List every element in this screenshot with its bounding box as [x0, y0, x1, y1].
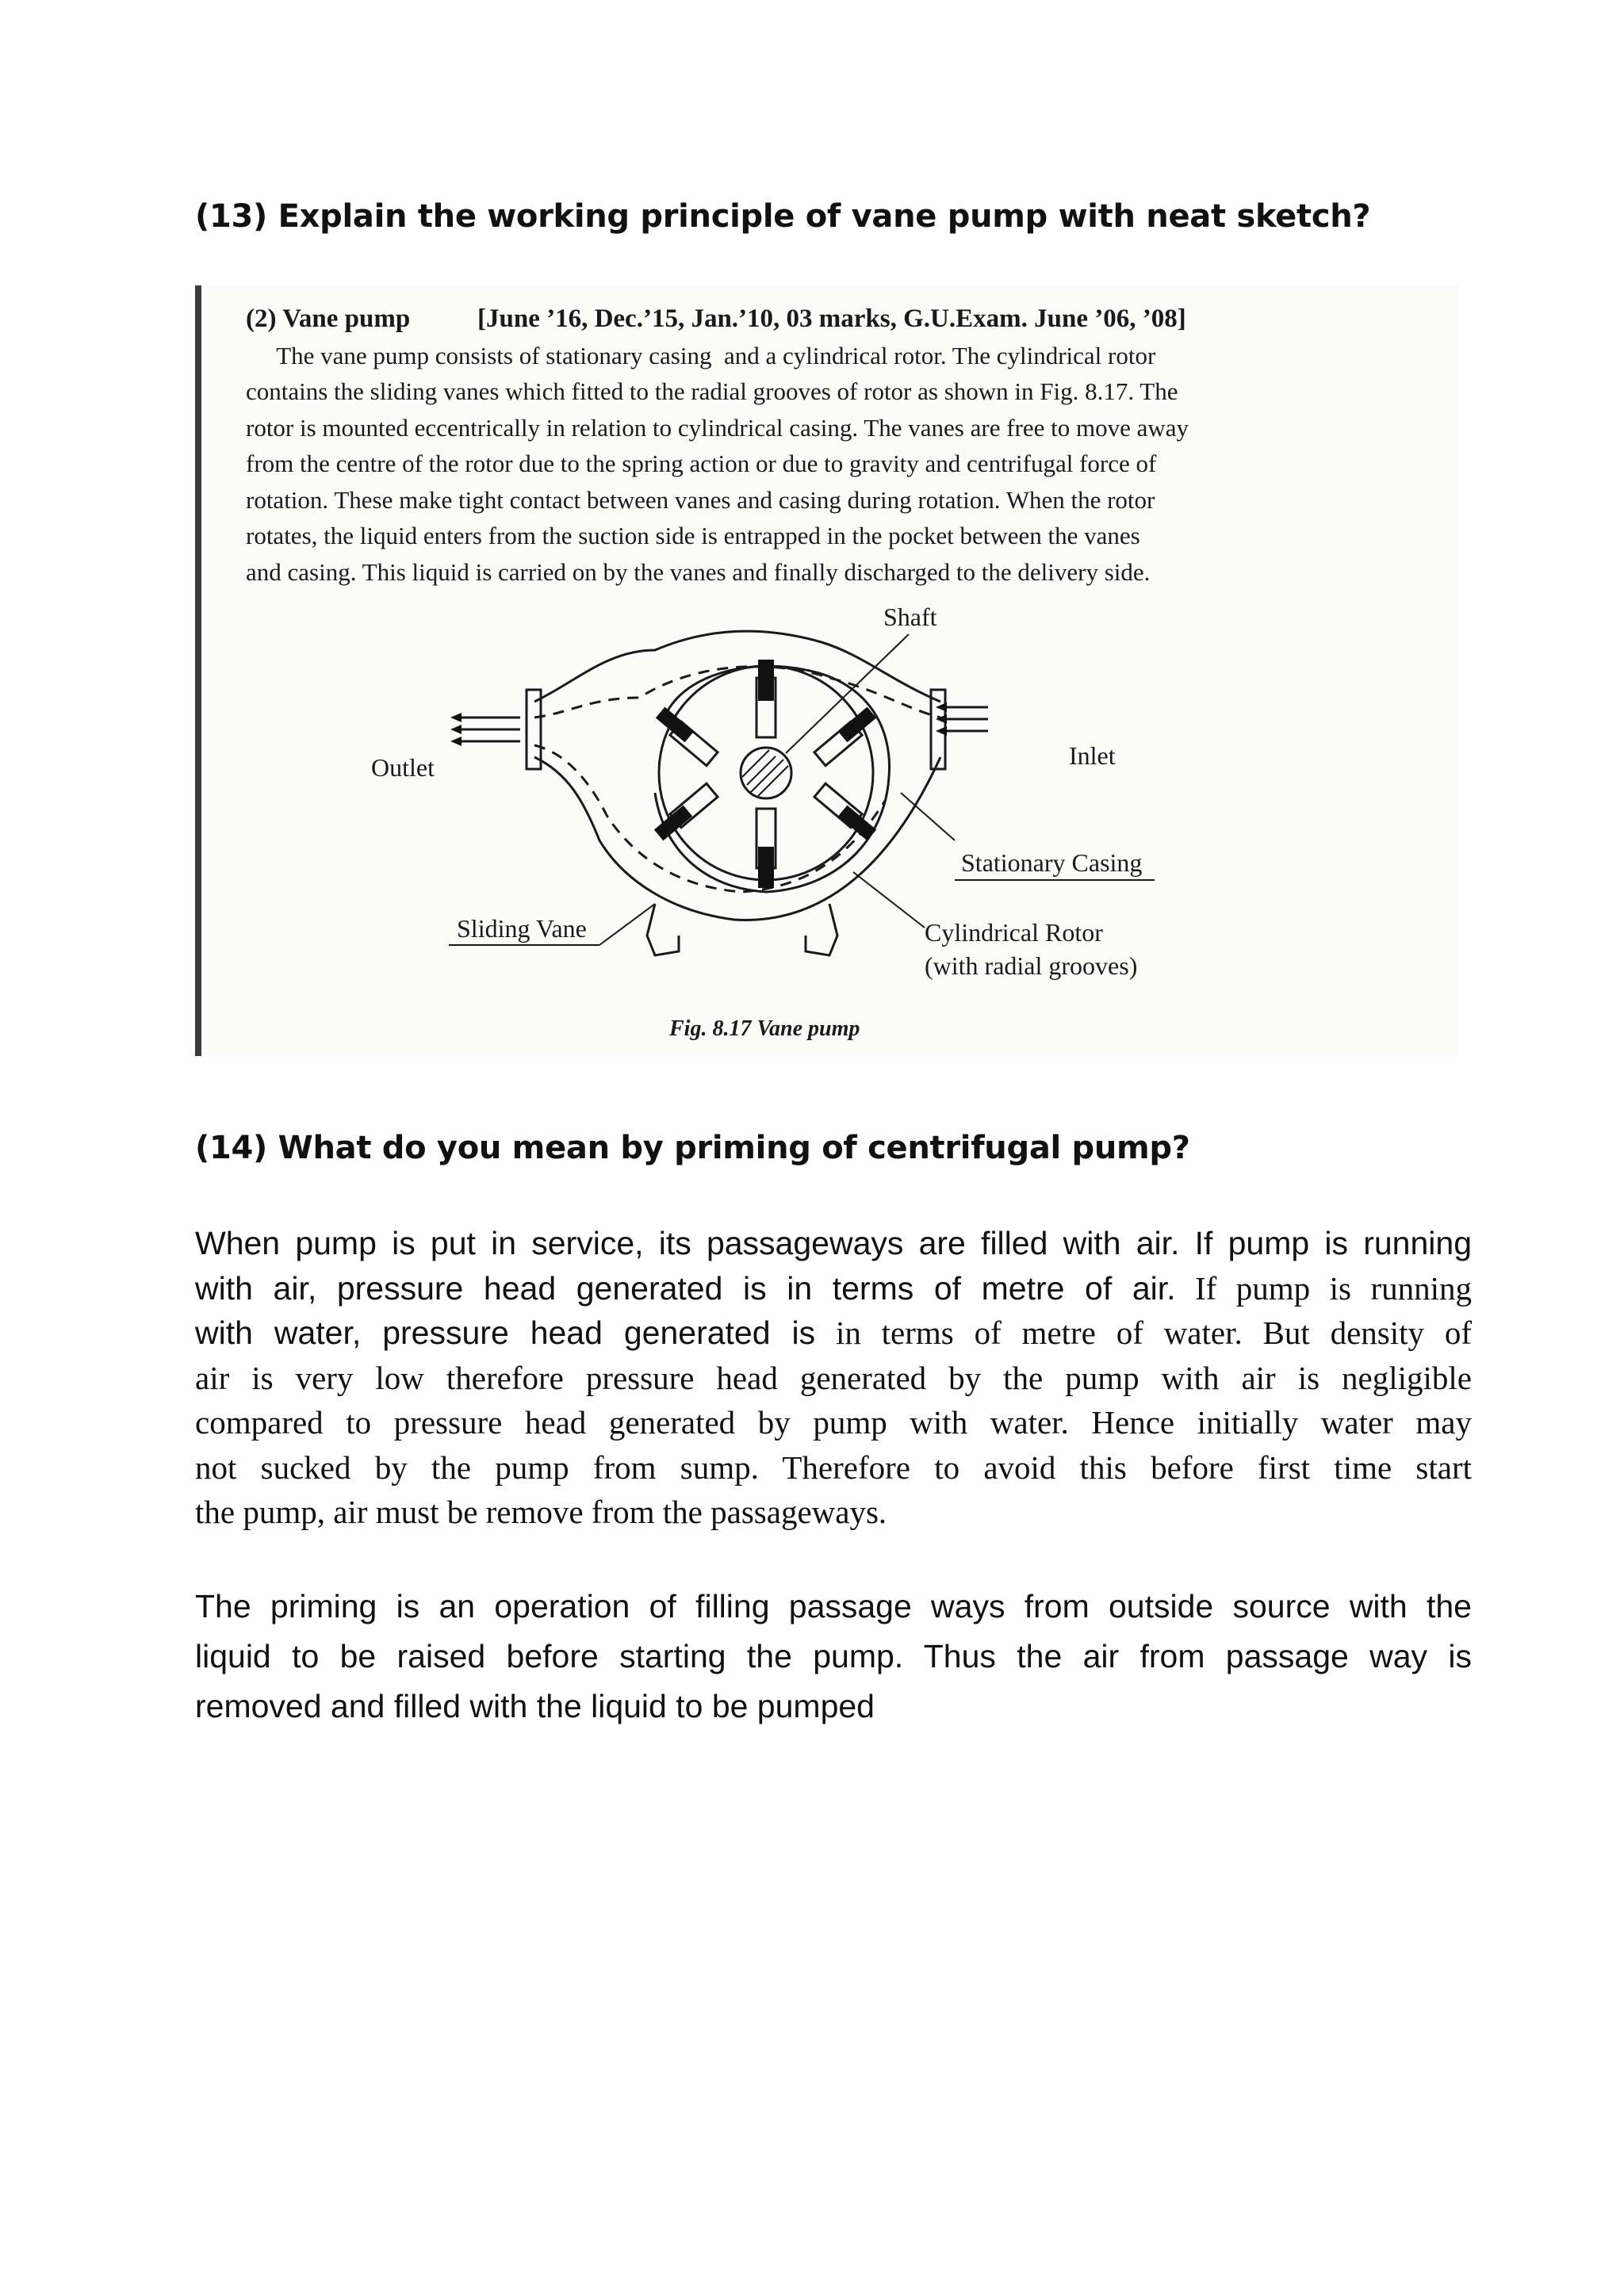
answer-paragraph-2 — [195, 1582, 1472, 1732]
label-cylindrical-rotor: Cylindrical Rotor — [925, 918, 1103, 947]
scan-body-line: from the centre of the rotor due to the spring action or due to gravity and centrifugal force of — [246, 450, 1157, 477]
label-shaft: Shaft — [883, 603, 937, 631]
shaft-circle — [741, 748, 791, 798]
inlet-arrowhead — [936, 714, 947, 724]
outlet-arrowhead — [450, 713, 462, 722]
sliding-vane — [656, 707, 694, 743]
scan-body-line: rotates, the liquid enters from the suction side is entrapped in the pocket between the vanes — [246, 522, 1140, 549]
scan-body-line: rotor is mounted eccentrically in relation to cylindrical casing. The vanes are free to move away — [246, 413, 1189, 442]
paragraph-line — [195, 1311, 1472, 1356]
label-sliding-vane: Sliding Vane — [457, 914, 587, 943]
sliding-vane — [838, 707, 876, 743]
scan-body-line: The vane pump consists of stationary casing and a cylindrical rotor. The cylindrical rotor — [246, 341, 1156, 369]
label-outlet: Outlet — [371, 753, 435, 782]
casing-inner-dashed — [534, 745, 885, 892]
shaft-hatching — [742, 750, 788, 796]
casing-inner-dashed — [534, 667, 940, 718]
line-text-sans: with water, pressure head generated is — [195, 1314, 816, 1351]
question-13-heading: (13) Explain the working principle of vane pump with neat sketch? — [195, 198, 1371, 235]
vane-pump-drawing — [195, 603, 1459, 1056]
rotor-leader — [853, 872, 925, 928]
answer-paragraph-1 — [195, 1221, 1472, 1535]
line-text-serif: in terms of metre of water. But density of — [815, 1314, 1473, 1351]
outlet-arrowhead — [450, 737, 462, 746]
paragraph-line: removed and filled with the liquid to be pumped — [195, 1688, 875, 1724]
line-text-serif: compared to pressure head generated by pump with water. Hence initially water may — [195, 1404, 1472, 1441]
line-text-serif: not sucked by the pump from sump. Therefore to avoid this before first time start — [195, 1448, 1472, 1486]
line-text-sans: When pump is put in service, its passageways are filled with air. If pump is running — [195, 1225, 1472, 1261]
line-text-sans: with air, pressure head generated is in terms of metre of air. — [195, 1269, 1176, 1307]
outlet-arrowhead — [450, 725, 462, 734]
pump-base — [647, 904, 837, 955]
scan-body-line: contains the sliding vanes which fitted to the radial grooves of rotor as shown in Fig. 8.17. The — [246, 377, 1178, 405]
vane-pump-figure — [195, 603, 1459, 1056]
section-title: (2) Vane pump — [246, 304, 411, 333]
exam-reference: [June ’16, Dec.’15, Jan.’10, 03 marks, G.U.Exam. June ’06, ’08] — [477, 304, 1186, 333]
scan-text-block — [246, 301, 1483, 590]
question-14-heading: (14) What do you mean by priming of centrifugal pump? — [195, 1130, 1190, 1166]
paragraph-line: liquid to be raised before starting the pump. Thus the air from passage way is — [195, 1638, 1472, 1674]
paragraph-line — [195, 1221, 1472, 1266]
paragraph-line — [195, 1490, 1472, 1535]
paragraph-line — [195, 1445, 1472, 1490]
inlet-arrowhead — [936, 702, 947, 712]
casing-lower-outline — [534, 757, 940, 920]
scan-body-line: and casing. This liquid is carried on by the vanes and finally discharged to the delivery side. — [246, 557, 1151, 586]
paragraph-line — [195, 1266, 1472, 1311]
label-radial-grooves: (with radial grooves) — [925, 951, 1138, 980]
label-inlet: Inlet — [1069, 741, 1116, 770]
figure-caption: Fig. 8.17 Vane pump — [669, 1016, 860, 1041]
scan-body-line: rotation. These make tight contact between vanes and casing during rotation. When the rotor — [246, 485, 1155, 514]
label-stationary-casing: Stationary Casing — [961, 848, 1143, 877]
sliding-vane — [758, 660, 774, 701]
line-text-serif: If pump is running — [1175, 1269, 1472, 1307]
line-text-serif: the pump, air must be remove from the passageways. — [195, 1494, 887, 1530]
sliding-vane — [758, 847, 774, 888]
paragraph-line — [195, 1356, 1472, 1401]
vane-leader — [599, 904, 655, 945]
outlet-flange — [527, 690, 541, 769]
line-text-serif: air is very low therefore pressure head generated by the pump with air is negligible — [195, 1359, 1472, 1396]
paragraph-line — [195, 1400, 1472, 1445]
inlet-arrowhead — [936, 726, 947, 736]
paragraph-line: The priming is an operation of filling passage ways from outside source with the — [195, 1588, 1472, 1624]
